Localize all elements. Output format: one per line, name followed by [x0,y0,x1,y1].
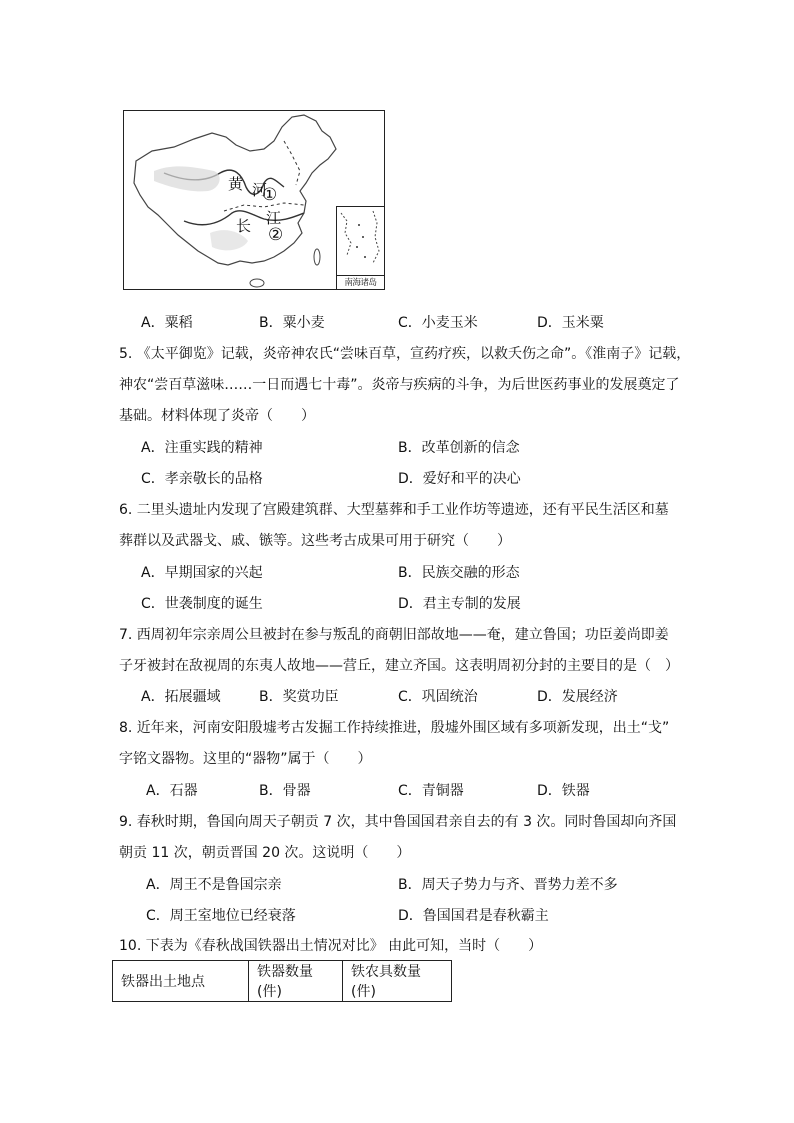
q6-stem-line-2: 葬群以及武器戈、戚、镞等。这些考古成果可用于研究（ ） [119,533,511,549]
q8-stem-line-1: 8. 近年来，河南安阳殷墟考古发掘工作持续推进，殷墟外围区域有多项新发现，出土“戈” [119,720,670,736]
q7-stem-line-2: 子牙被封在敌视周的东夷人故地——营丘，建立齐国。这表明周初分封的主要目的是（ ） [119,658,679,674]
table-header-row [113,961,452,1002]
q7-option-b: B．奖赏功臣 [259,689,339,705]
yangtze-label-2: 江 [266,209,282,227]
q5-stem-line-1: 5. 《太平御览》记载，炎帝神农氏“尝味百草，宣药疗疾，以救夭伤之命”。《淮南子》记载， [119,346,691,362]
q7-option-c: C．巩固统治 [398,689,478,705]
table-header-cell: 铁器数量(件) [249,961,343,1002]
q6-option-a: A．早期国家的兴起 [141,565,263,581]
table-header-cell: 铁器出土地点 [113,961,249,1002]
inset-islands [337,207,384,277]
q9-option-b: B．周天子势力与齐、晋势力差不多 [398,877,618,893]
q5-option-d: D．爱好和平的决心 [398,471,521,487]
q5-stem-line-2: 神农“尝百草滋味……一日而遇七十毒”。炎帝与疾病的斗争，为后世医药事业的发展奠定了 [119,377,680,393]
q8-stem-line-2: 字铭文器物。这里的“器物”属于（ ） [119,751,372,767]
shaded-region [154,166,220,191]
q8-option-b: B．骨器 [259,783,311,799]
q4-option-d: D．玉米粟 [537,315,604,331]
yellow-river-label-1: 黄 [228,175,244,193]
q5-option-c: C．孝亲敬长的品格 [141,471,263,487]
q4-option-b: B．粟小麦 [259,315,325,331]
q7-stem-line-1: 7. 西周初年宗亲周公旦被封在参与叛乱的商朝旧部故地——奄，建立鲁国；功臣姜尚即姜 [119,627,669,643]
yangtze-label-1: 长 [236,217,252,235]
q9-stem-line-1: 9. 春秋时期，鲁国向周天子朝贡 7 次，其中鲁国国君亲自去的有 3 次。同时鲁国却向齐国 [119,814,677,830]
iron-artifacts-table [112,960,452,1002]
hainan-island [250,279,264,287]
q6-option-b: B．民族交融的形态 [398,565,520,581]
yellow-river-label-2: 河 [252,181,268,199]
q4-option-c: C．小麦玉米 [398,315,478,331]
q4-option-a: A．粟稻 [141,315,193,331]
q6-stem-line-1: 6. 二里头遗址内发现了宫殿建筑群、大型墓葬和手工业作坊等遗迹，还有平民生活区和墓 [119,502,669,518]
q9-option-d: D．鲁国国君是春秋霸主 [398,908,549,924]
region-marker-1: ① [262,185,278,205]
q5-option-b: B．改革创新的信念 [398,440,520,456]
q8-option-c: C．青铜器 [398,783,464,799]
table-header-cell: 铁农具数量(件) [343,961,452,1002]
q5-stem-line-3: 基础。材料体现了炎帝（ ） [119,408,315,424]
q10-stem-line-1: 10. 下表为《春秋战国铁器出土情况对比》 由此可知，当时（ ） [119,938,543,954]
china-map-figure [123,110,385,290]
northeast-dashed-line [284,141,300,185]
region-marker-2: ② [268,225,284,245]
q7-option-a: A．拓展疆域 [141,689,221,705]
q9-option-a: A．周王不是鲁国宗亲 [146,877,282,893]
q9-option-c: C．周王室地位已经衰落 [146,908,296,924]
taiwan-island [314,249,320,265]
q6-option-c: C．世袭制度的诞生 [141,596,263,612]
q6-option-d: D．君主专制的发展 [398,596,521,612]
south-china-sea-inset [336,206,384,289]
q8-option-d: D．铁器 [537,783,590,799]
inset-caption: 南海诸岛 [337,275,384,288]
q5-option-a: A．注重实践的精神 [141,440,263,456]
q9-stem-line-2: 朝贡 11 次，朝贡晋国 20 次。这说明（ ） [119,845,411,861]
q8-option-a: A．石器 [146,783,198,799]
q7-option-d: D．发展经济 [537,689,618,705]
